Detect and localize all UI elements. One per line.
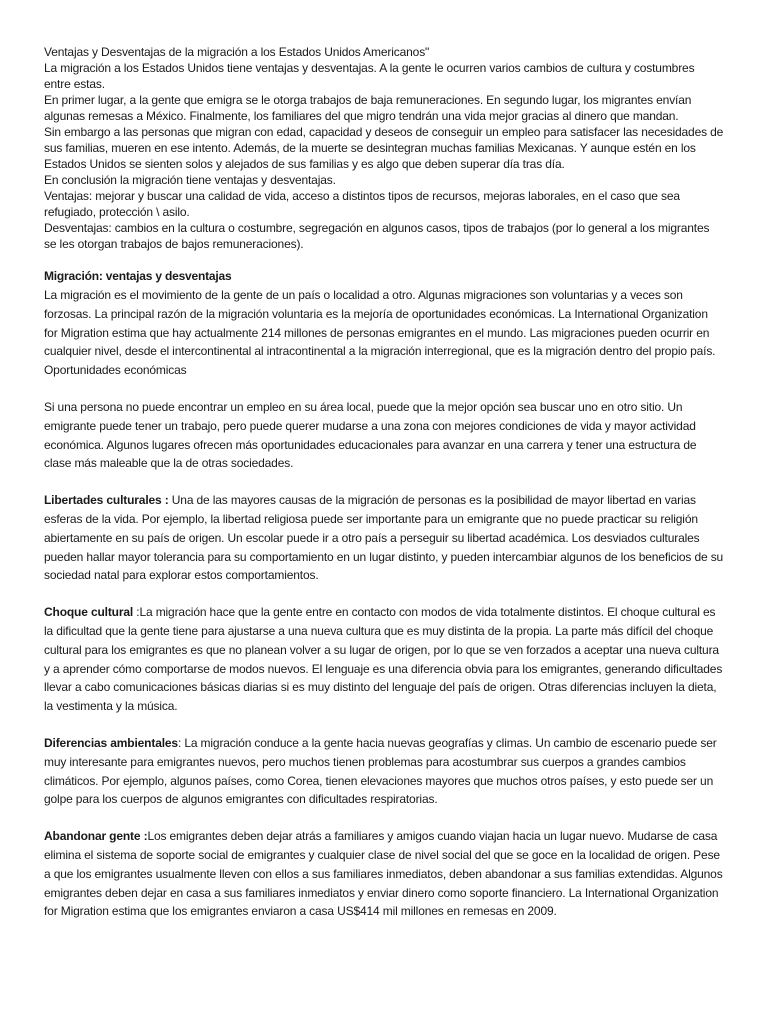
section-text: Los emigrantes deben dejar atrás a familiares y amigos cuando viajan hacia un lugar nuevo. Mudarse de casa elimina el sistema de soporte social de emigrantes y cualquier clase de nivel social del que se goce en la localidad de origen. Pese a que los emigrantes usualmente lleven con ellos a sus familiares inmediatos, deben abandonar a sus familias extendidas. Algunos emigrantes deben dejar en casa a sus familiares inmediatos y enviar dinero como soporte financiero. La International Organization for Migration estima que los emigrantes enviaron a casa US$414 mil millones en remesas en 2009. <box>44 829 723 919</box>
section-text: : La migración conduce a la gente hacia nuevas geografías y climas. Un cambio de escenario puede ser muy interesante para emigrantes nuevos, pero muchos tienen problemas para acostumbrar sus cuerpos a grandes cambios climáticos. Por ejemplo, algunos países, como Corea, tienen elevaciones mayores que muchos otros países, y esto puede ser un golpe para los cuerpos de algunos emigrantes con dificultades respiratorias. <box>44 735 717 807</box>
ambientales-section <box>44 734 724 809</box>
oportunidades-section <box>44 398 724 473</box>
section-paragraph <box>44 491 724 585</box>
intro-block <box>44 44 724 252</box>
section-text: Una de las mayores causas de la migración de personas es la posibilidad de mayor libertad en varias esferas de la vida. Por ejemplo, la libertad religiosa puede ser importante para un emigrante que no puede practicar su religión abiertamente en su país de origen. Un escolar puede ir a otro país a perseguir su libertad académica. Los desviados culturales pueden hallar mayor tolerancia para su comportamiento en un lugar distinto, y pueden intercambiar algunos de los beneficios de su sociedad natal para explorar estos comportamientos. <box>44 493 724 583</box>
section-title: Diferencias ambientales <box>44 735 178 750</box>
section-title: Libertades culturales : <box>44 493 169 508</box>
document-title: Ventajas y Desventajas de la migración a los Estados Unidos Americanos" <box>44 45 430 59</box>
intro-paragraph: En primer lugar, a la gente que emigra se le otorga trabajos de baja remuneraciones. En segundo lugar, los migrantes envían algunas remesas a México. Finalmente, los familiares del que migro tendrán una vida mejor gracias al dinero que mandan. <box>44 93 692 123</box>
section-subheading: Oportunidades económicas <box>44 363 187 378</box>
intro-paragraph: Ventajas: mejorar y buscar una calidad de vida, acceso a distintos tipos de recursos, mejoras laborales, en el caso que sea refugiado, protección \ asilo. <box>44 189 680 219</box>
migracion-section <box>44 268 724 380</box>
section-paragraph <box>44 734 724 809</box>
libertades-section <box>44 491 724 585</box>
section-text: :La migración hace que la gente entre en contacto con modos de vida totalmente distintos. El choque cultural es la dificultad que la gente tiene para ajustarse a una nueva cultura que es muy distinta de la propia. La parte más difícil del choque cultural para los emigrantes es que no planean volver a su lugar de origen, por lo que se ven forzados a aceptar una nueva cultura y a aprender cómo comportarse de modos nuevos. El lenguaje es una diferencia obvia para los emigrantes, generando dificultades llevar a cabo comunicaciones básicas diarias si es muy distinto del lenguaje del país de origen. Otras diferencias incluyen la dieta, la vestimenta y la música. <box>44 605 723 714</box>
choque-section <box>44 603 724 716</box>
section-paragraph: Si una persona no puede encontrar un empleo en su área local, puede que la mejor opción sea buscar uno en otro sitio. Un emigrante puede tener un trabajo, pero puede querer mudarse a una zona con mejores condiciones de vida y mayor actividad económica. Algunos lugares ofrecen más oportunidades educacionales para avanzar en una carrera y tener una estructura de clase más maleable que la de otras sociedades. <box>44 399 697 471</box>
intro-paragraph: Desventajas: cambios en la cultura o costumbre, segregación en algunos casos, tipos de trabajos (por lo general a los migrantes se les otorgan trabajos de bajos remuneraciones). <box>44 221 710 251</box>
section-paragraph <box>44 827 724 921</box>
abandonar-section <box>44 827 724 921</box>
intro-paragraph: La migración a los Estados Unidos tiene ventajas y desventajas. A la gente le ocurren varios cambios de cultura y costumbres entre estas. <box>44 61 695 91</box>
section-paragraph <box>44 603 724 716</box>
document-page <box>44 44 724 921</box>
section-title: Abandonar gente : <box>44 829 148 844</box>
section-paragraph: La migración es el movimiento de la gente de un país o localidad a otro. Algunas migraciones son voluntarias y a veces son forzosas. La principal razón de la migración voluntaria es la mejoría de oportunidades económicas. La International Organization for Migration estima que hay actualmente 214 millones de personas emigrantes en el mundo. Las migraciones pueden ocurrir en cualquier nivel, desde el intercontinental al intracontinental a la migración interregional, que es la migración dentro del propio país. <box>44 288 716 359</box>
intro-paragraph: Sin embargo a las personas que migran con edad, capacidad y deseos de conseguir un empleo para satisfacer las necesidades de sus familias, mueren en ese intento. Además, de la muerte se desintegran muchas familias Mexicanas. Y aunque estén en los Estados Unidos se sienten solos y alejados de sus familias y es algo que deben superar día tras día. <box>44 125 724 171</box>
intro-paragraph: En conclusión la migración tiene ventajas y desventajas. <box>44 173 336 187</box>
section-title: Choque cultural <box>44 605 134 620</box>
section-heading: Migración: ventajas y desventajas <box>44 269 232 283</box>
